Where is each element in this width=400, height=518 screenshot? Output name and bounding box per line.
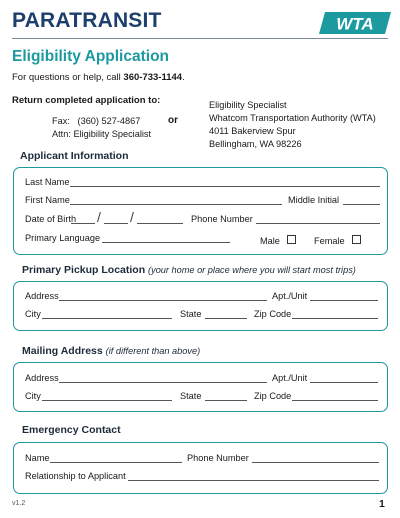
header-title: PARATRANSIT	[12, 9, 162, 32]
language-label: Primary Language	[25, 233, 101, 243]
mailing-city-field[interactable]	[42, 400, 172, 401]
mail-address: Eligibility Specialist Whatcom Transportation Authority (WTA) 4011 Bakerview Spur Bellingham, WA 98226	[209, 100, 376, 149]
pickup-city-field[interactable]	[42, 318, 172, 319]
help-text: For questions or help, call 360-733-1144.	[12, 72, 185, 83]
relationship-field[interactable]	[128, 480, 379, 481]
dob-separator: /	[130, 209, 134, 225]
mailing-state-label: State	[180, 391, 202, 401]
fax-attn: Attn: Eligibility Specialist	[52, 128, 152, 139]
emergency-phone-field[interactable]	[252, 462, 379, 463]
return-label: Return completed application to:	[12, 95, 161, 106]
mailing-address-label: Address	[25, 373, 59, 383]
emergency-name-field[interactable]	[50, 462, 182, 463]
wta-logo	[319, 10, 391, 36]
dob-separator: /	[97, 209, 101, 225]
pickup-state-label: State	[180, 309, 202, 319]
pickup-apt-label: Apt./Unit	[272, 291, 308, 301]
language-field[interactable]	[102, 242, 230, 243]
phone-field[interactable]	[256, 223, 380, 224]
first-name-field[interactable]	[70, 204, 282, 205]
female-label: Female	[314, 236, 345, 246]
pickup-zip-label: Zip Code	[254, 309, 292, 319]
help-phone: 360-733-1144	[123, 72, 183, 83]
mailing-city-label: City	[25, 391, 41, 401]
mailing-apt-field[interactable]	[310, 382, 378, 383]
pickup-zip-field[interactable]	[292, 318, 378, 319]
mailing-box	[13, 362, 388, 412]
version-label: v1.2	[12, 500, 26, 507]
pickup-address-label: Address	[25, 291, 59, 301]
emergency-name-label: Name	[25, 453, 50, 463]
pickup-apt-field[interactable]	[310, 300, 378, 301]
middle-initial-label: Middle Initial	[288, 195, 340, 205]
mailing-note: (if different than above)	[105, 346, 201, 356]
dob-month-field[interactable]	[71, 223, 95, 224]
fax-number: Fax: (360) 527-4867	[52, 116, 141, 126]
pickup-section-title: Primary Pickup Location (your home or place where you will start most trips)	[22, 264, 356, 276]
mailing-address-field[interactable]	[59, 382, 267, 383]
emergency-phone-label: Phone Number	[187, 453, 249, 463]
mailing-zip-label: Zip Code	[254, 391, 292, 401]
logo-text: WTA	[336, 14, 374, 34]
pickup-box	[13, 281, 388, 331]
mailing-section-title: Mailing Address (if different than above)	[22, 345, 201, 357]
page-subtitle: Eligibility Application	[12, 48, 170, 65]
applicant-section-title: Applicant Information	[20, 150, 129, 162]
first-name-label: First Name	[25, 195, 70, 205]
last-name-field[interactable]	[70, 186, 380, 187]
emergency-box	[13, 442, 388, 494]
dob-year-field[interactable]	[137, 223, 183, 224]
emergency-section-title: Emergency Contact	[22, 424, 121, 436]
female-checkbox[interactable]	[352, 235, 361, 244]
pickup-address-field[interactable]	[59, 300, 267, 301]
mailing-apt-label: Apt./Unit	[272, 373, 308, 383]
pickup-note: (your home or place where you will start most trips)	[148, 265, 356, 275]
fax-info	[52, 115, 151, 140]
header-divider	[12, 38, 388, 39]
male-label: Male	[260, 236, 280, 246]
or-label: or	[168, 115, 178, 126]
dob-day-field[interactable]	[104, 223, 128, 224]
last-name-label: Last Name	[25, 177, 70, 187]
pickup-city-label: City	[25, 309, 41, 319]
pickup-state-field[interactable]	[205, 318, 247, 319]
dob-label: Date of Birth	[25, 214, 77, 224]
middle-initial-field[interactable]	[343, 204, 380, 205]
mailing-zip-field[interactable]	[292, 400, 378, 401]
page-number: 1	[379, 498, 385, 510]
relationship-label: Relationship to Applicant	[25, 471, 126, 481]
male-checkbox[interactable]	[287, 235, 296, 244]
phone-label: Phone Number	[191, 214, 253, 224]
mailing-state-field[interactable]	[205, 400, 247, 401]
